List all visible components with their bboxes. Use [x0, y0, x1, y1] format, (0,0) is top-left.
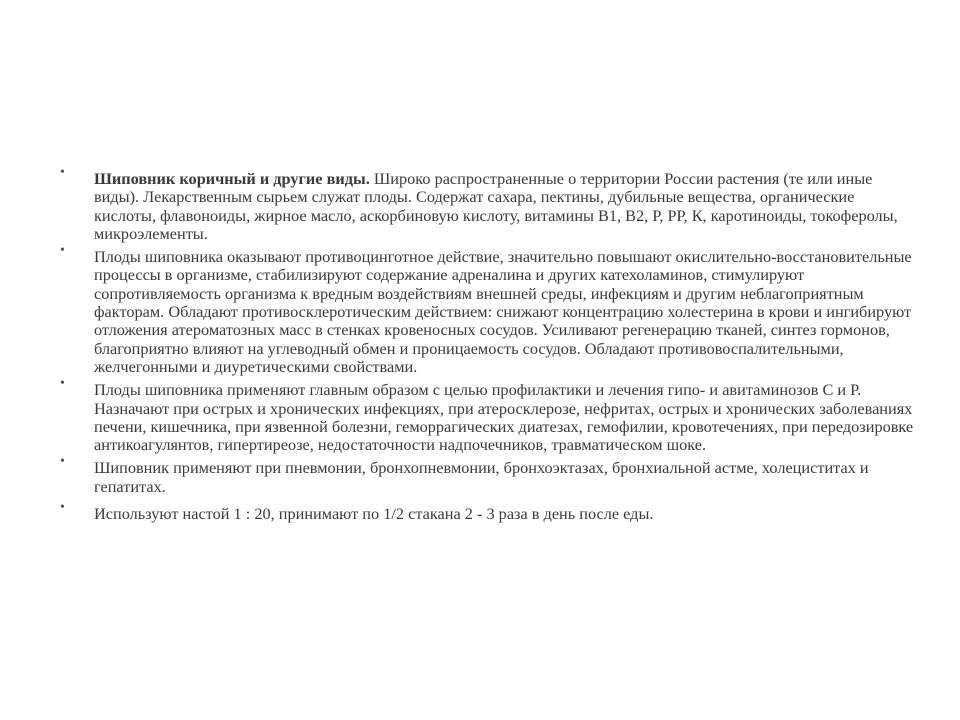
bullet-dot-icon: •: [60, 165, 65, 180]
bullet-dot-icon: •: [60, 243, 65, 259]
bullet-item-2: [60, 243, 915, 376]
bullet-text: Используют настой 1 : 20, принимают по 1/2 стакана 2 - 3 раза в день после еды.: [94, 504, 654, 524]
bullet-text: Плоды шиповника оказывают противоцинготное действие, значительно повышают окислительно-восстановительные процессы в организме, стабилизируют содержание адреналина и других катехоламинов, стимулируют сопротивляемость организма к вредным воздействиям внешней среды, инфекциям и другим неблагоприятным факторам. Обладают противосклеротическим действием: снижают концентрацию холестерина в крови и ингибируют отложения атероматозных масс в стенках кровеносных сосудов. Усиливают регенерацию тканей, синтез гормонов, благоприятно влияют на углеводный обмен и проницаемость сосудов. Обладают противовоспалительными, желчегонными и диуретическими свойствами.: [94, 247, 912, 376]
bullet-text: Широко распространенные о территории России растения (те или иные виды). Лекарственным сырьем служат плоды. Содержат сахара, пектины, дубильные вещества, органические кислоты, флавоноиды, жирное масло, аскорбиновую кислоту, витамины В1, В2, Р, РР, К, каротиноиды, токоферолы, микроэлементы.: [94, 169, 898, 243]
bullet-item-4: [60, 454, 915, 496]
bullet-item-1: [60, 165, 915, 243]
bullet-item-3: [60, 376, 915, 455]
bullet-list: [60, 165, 915, 528]
bullet-dot-icon: •: [60, 454, 65, 470]
bullet-text: Плоды шиповника применяют главным образом с целью профилактики и лечения гипо- и авитаминозов С и Р. Назначают при острых и хронических инфекциях, при атеросклерозе, нефритах, острых и хронических заболеваниях печени, кишечника, при язвенной болезни, геморрагических диатезах, гемофилии, кровотечениях, при передозировке антикоагулянтов, гипертиреозе, недостаточности надпочечников, травматическом шоке.: [94, 380, 914, 455]
bullet-dot-icon: •: [60, 500, 65, 516]
bullet-dot-icon: •: [60, 376, 65, 392]
bullet-text: Шиповник применяют при пневмонии, бронхопневмонии, бронхоэктазах, бронхиальной астме, холециститах и гепатитах.: [94, 458, 869, 496]
bullet-lead: Шиповник коричный и другие виды.: [94, 169, 370, 188]
bullet-item-5: [60, 500, 915, 524]
